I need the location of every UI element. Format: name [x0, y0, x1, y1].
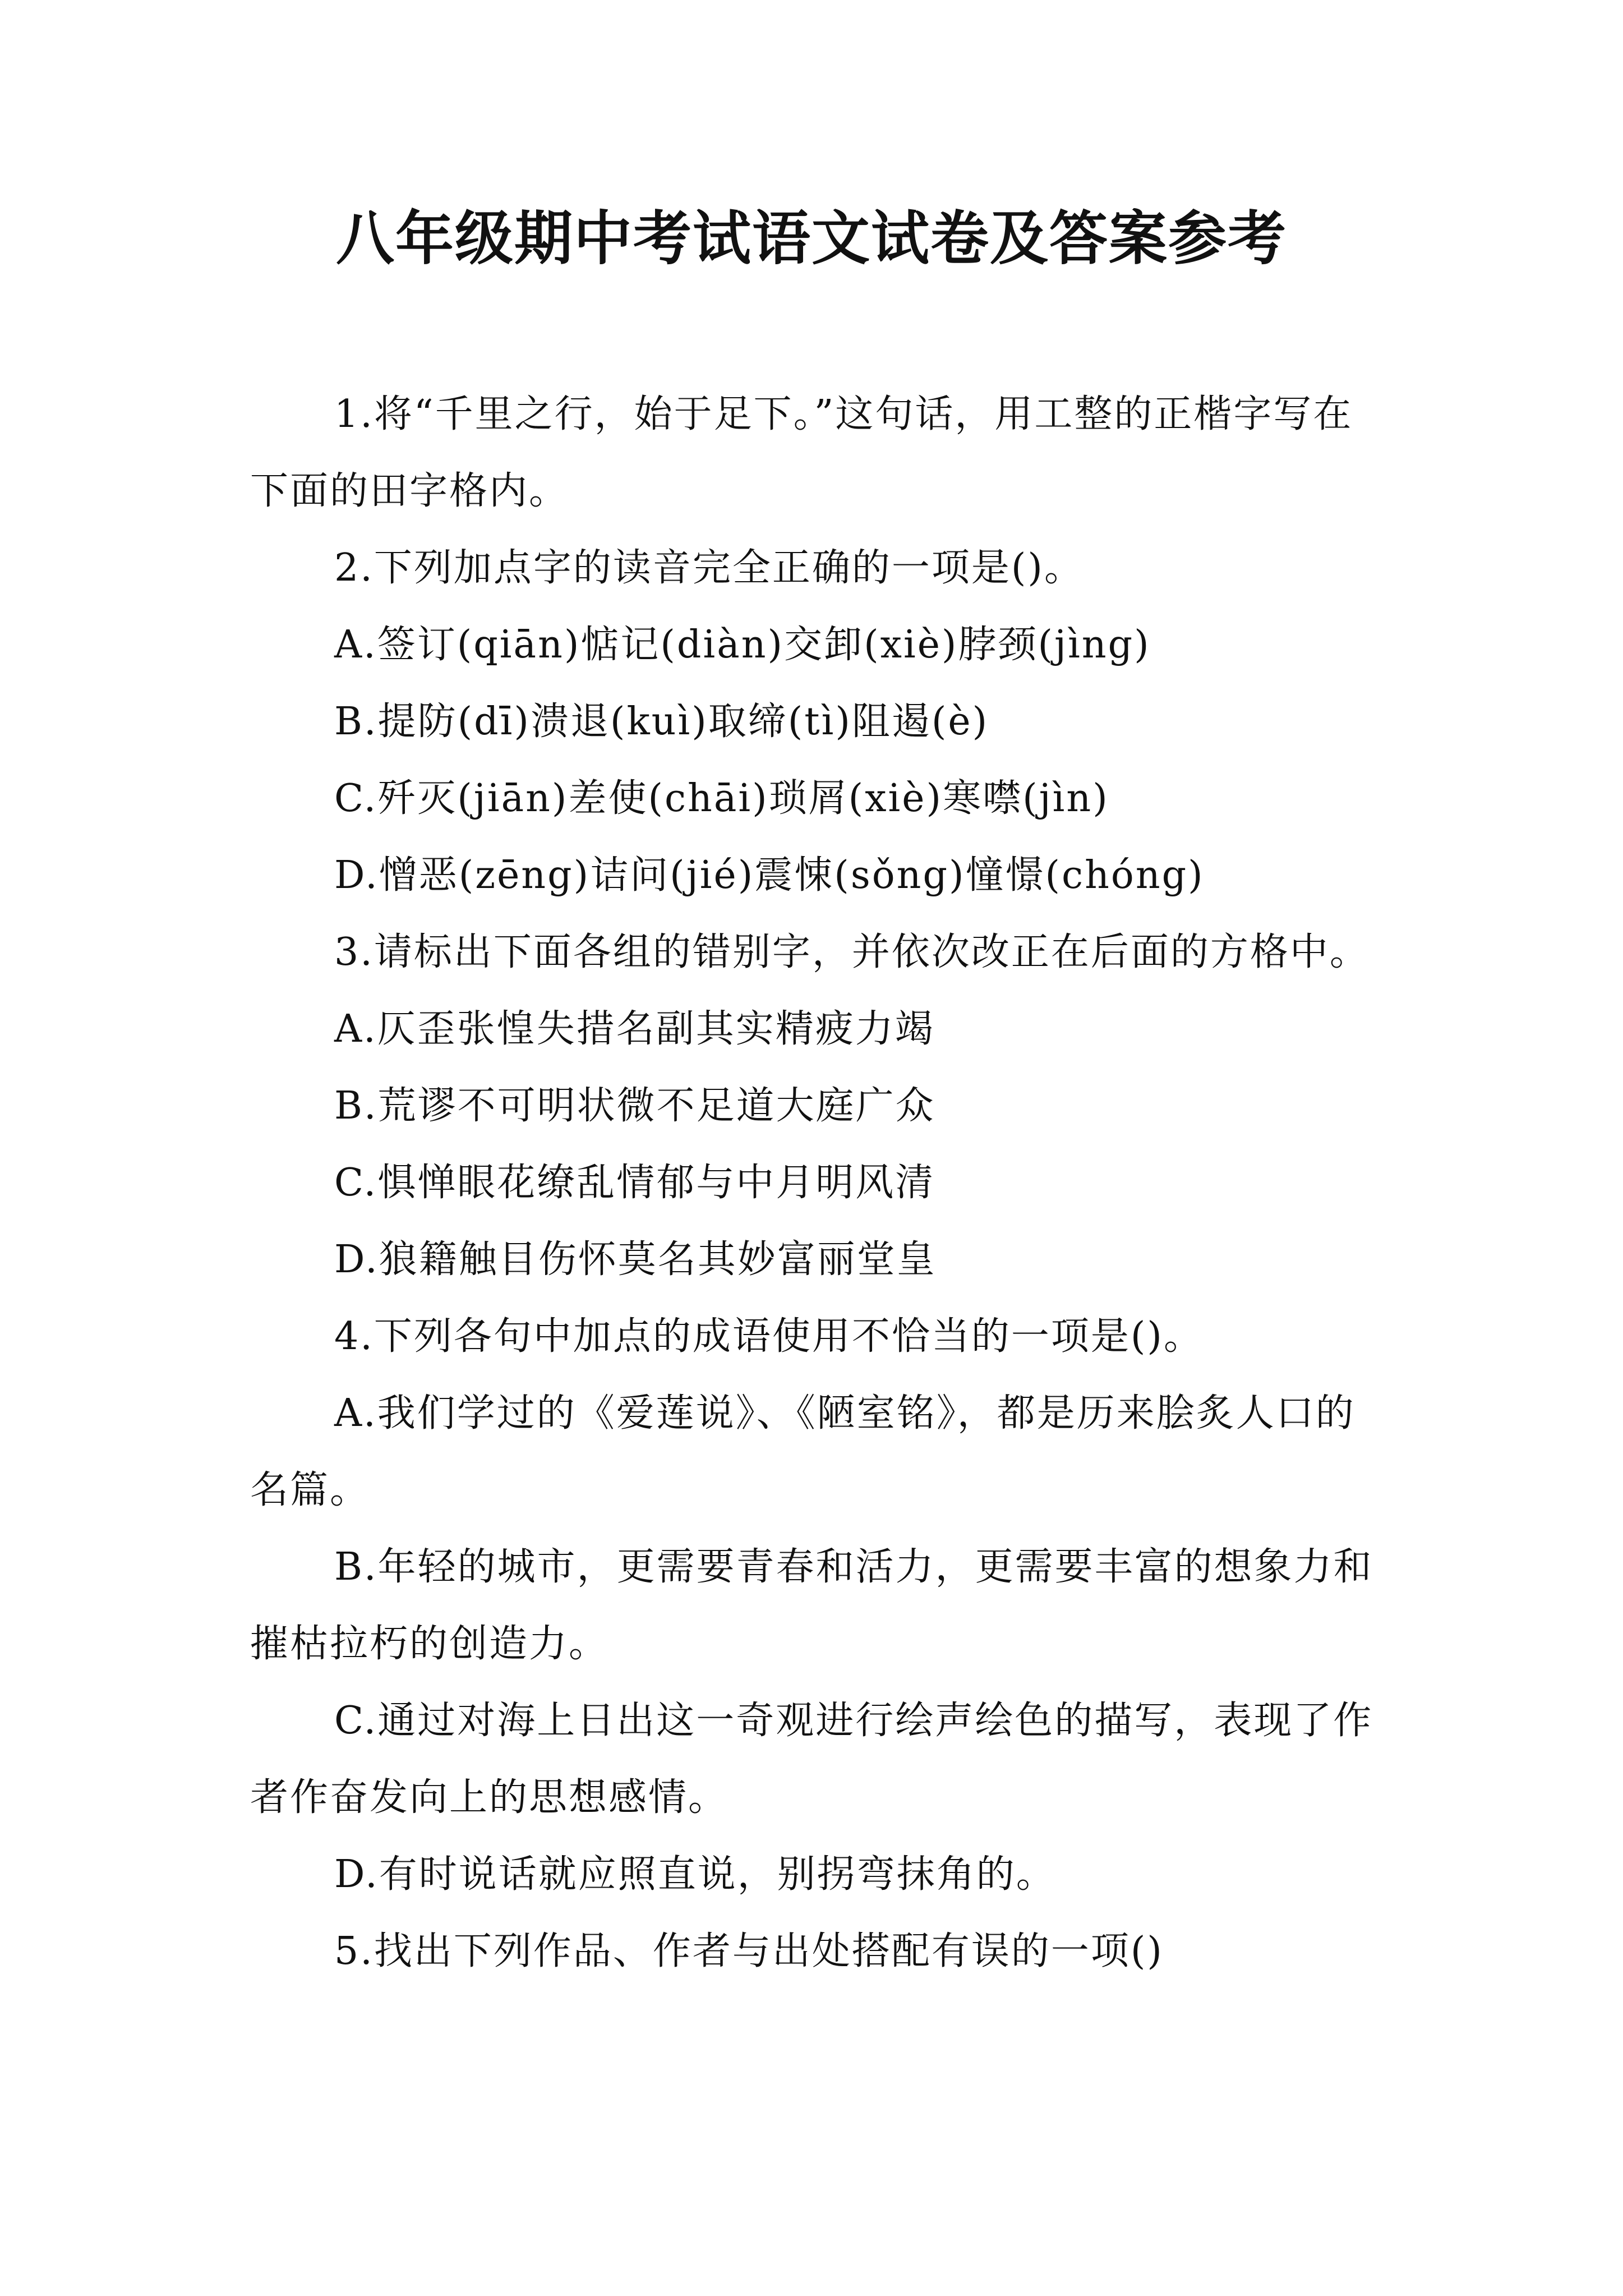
- question-4-option-d: D.有时说话就应照直说，别拐弯抹角的。: [334, 1852, 1056, 1897]
- document-body: [250, 376, 1391, 1990]
- question-2-option-b: B.提防(dī)溃退(kuì)取缔(tì)阻遏(è): [334, 700, 989, 744]
- question-1: 1.将“千里之行，始于足下。”这句话，用工整的正楷字写在下面的田字格内。: [250, 392, 1353, 513]
- question-3-option-d: D.狼籍触目伤怀莫名其妙富丽堂皇: [334, 1237, 937, 1282]
- question-2: 2.下列加点字的读音完全正确的一项是()。: [334, 546, 1084, 590]
- document-title: 八年级期中考试语文试卷及答案参考: [335, 204, 1287, 273]
- question-4: 4.下列各句中加点的成语使用不恰当的一项是()。: [334, 1314, 1204, 1359]
- question-2-option-c: C.歼灭(jiān)差使(chāi)琐屑(xiè)寒噤(jìn): [334, 776, 1109, 821]
- question-4-option-b: B.年轻的城市，更需要青春和活力，更需要丰富的想象力和摧枯拉朽的创造力。: [250, 1545, 1373, 1666]
- question-2-option-d: D.憎恶(zēng)诘问(jié)震悚(sǒng)憧憬(chóng): [334, 853, 1205, 898]
- question-4-option-c: C.通过对海上日出这一奇观进行绘声绘色的描写，表现了作者作奋发向上的思想感情。: [250, 1699, 1373, 1820]
- question-3-option-a: A.仄歪张惶失措名副其实精疲力竭: [334, 1007, 935, 1051]
- question-2-option-a: A.签订(qiān)惦记(diàn)交卸(xiè)脖颈(jìng): [334, 623, 1151, 667]
- question-3-option-b: B.荒谬不可明状微不足道大庭广众: [334, 1084, 935, 1128]
- question-4-option-a: A.我们学过的《爱莲说》、《陋室铭》，都是历来脍炙人口的名篇。: [250, 1391, 1355, 1512]
- question-5: 5.找出下列作品、作者与出处搭配有误的一项(): [334, 1929, 1164, 1973]
- question-3: 3.请标出下面各组的错别字，并依次改正在后面的方格中。: [334, 930, 1370, 974]
- question-3-option-c: C.惧惮眼花缭乱情郁与中月明风清: [334, 1161, 935, 1205]
